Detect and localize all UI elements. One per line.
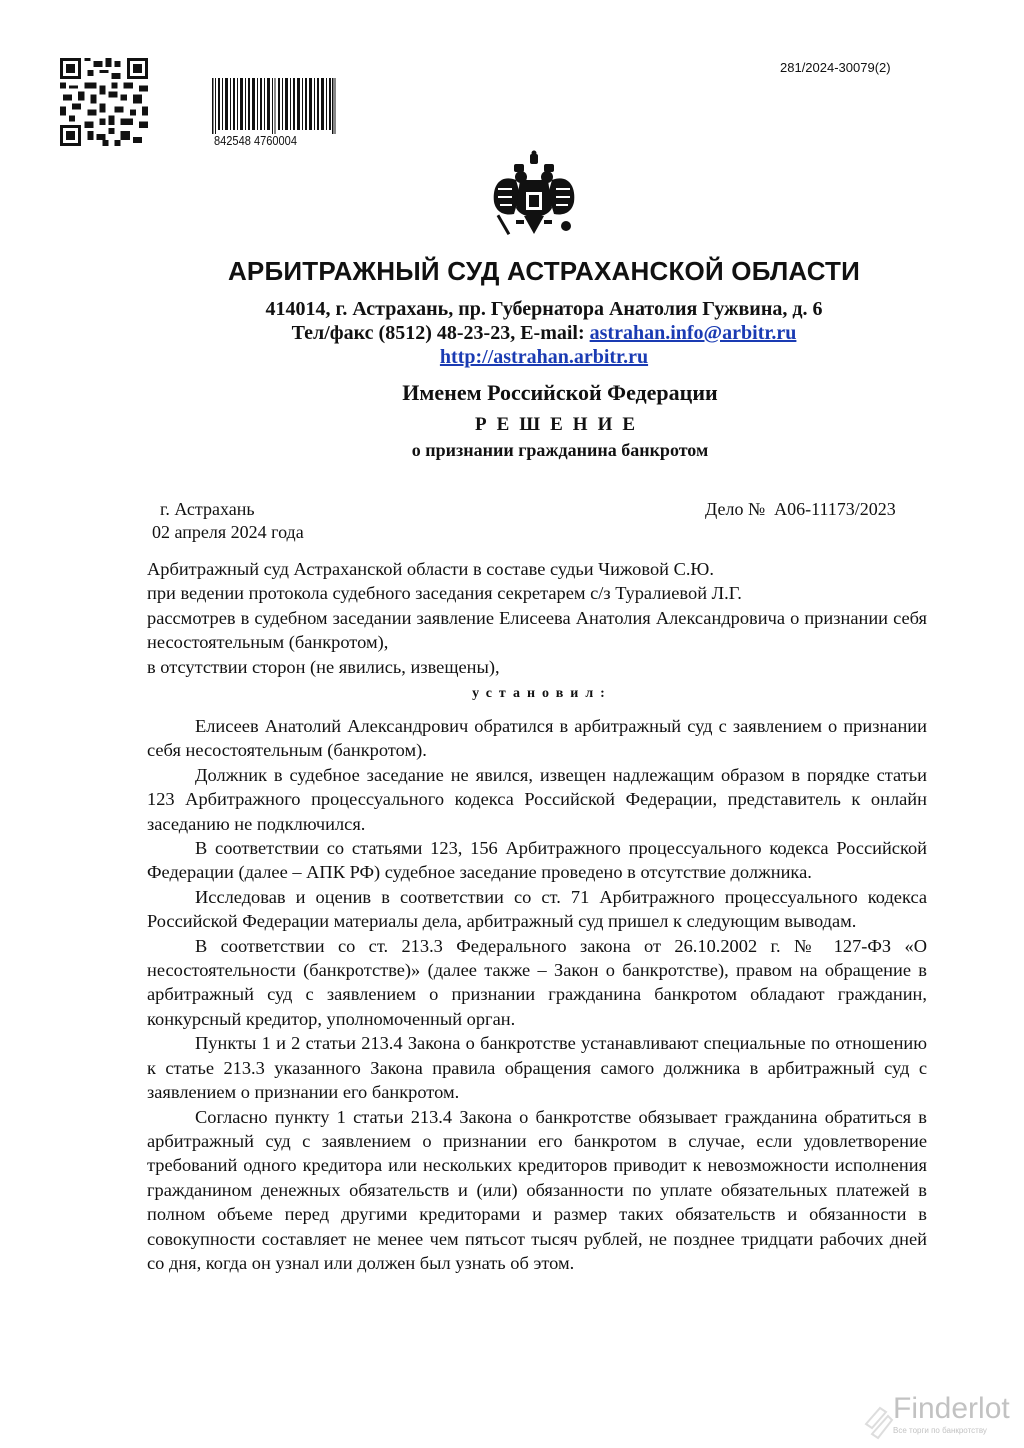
body-paragraph: Исследовав и оценив в соответствии со ст. 71 Арбитражного процессуального кодекса Российской Федерации материалы дела, арбитражный суд пришел к следующим выводам.	[147, 886, 927, 932]
body-paragraph: Согласно пункту 1 статьи 213.4 Закона о банкротстве обязывает гражданина обратиться в арбитражный суд с заявлением о признании его банкротом в случае, если удовлетворение требований одного кредитора или нескольких кредиторов приводит к невозможности исполнения гражданином денежных обязательств и (или) обязанности по уплате обязательных платежей в полном объеме перед другими кредиторами и размер таких обязательств и обязанности в совокупности составляет не менее чем пятьсот тысяч рублей, не позднее тридцати рабочих дней со дня, когда он узнал или должен был узнать об этом.	[147, 1106, 927, 1273]
barcode-icon	[212, 78, 336, 134]
coat-of-arms-icon	[486, 150, 582, 246]
body-paragraph: В соответствии со ст. 213.3 Федерального закона от 26.10.2002 г. № 127-ФЗ «О несостоятельности (банкротстве)» (далее также – Закон о банкротстве), правом на обращение в арбитражный суд с заявлением о признании гражданина банкротом обладают гражданин, конкурсный кредитор, уполномоченный орган.	[147, 935, 927, 1029]
established-heading: установил:	[472, 686, 612, 701]
contacts-text: Тел/факс (8512) 48-23-23, E-mail:	[291, 322, 590, 344]
case-date: 02 апреля 2024 года	[152, 522, 304, 542]
body-paragraph: Пункты 1 и 2 статьи 213.4 Закона о банкротстве устанавливают специальные по отношению к статье 213.3 указанного Закона правила обращения самого должника в арбитражный суд с заявлением о признании его банкротом.	[147, 1033, 927, 1103]
intro-line: при ведении протокола судебного заседания секретарем с/з Туралиевой Л.Г.	[147, 583, 742, 604]
court-address: 414014, г. Астрахань, пр. Губернатора Анатолия Гужвина, д. 6	[265, 298, 823, 320]
intro-line: Арбитражный суд Астраханской области в составе судьи Чижовой С.Ю.	[147, 559, 714, 579]
intro-line: в отсутствии сторон (не явились, извещены),	[147, 656, 500, 677]
court-contacts	[32, 322, 1024, 345]
body-paragraph: Елисеев Анатолий Александрович обратился в арбитражный суд с заявлением о признании себя несостоятельным (банкротом).	[147, 716, 927, 761]
decision-body	[147, 714, 927, 1275]
watermark-brand: Finderlot	[893, 1392, 1010, 1425]
court-title: АРБИТРАЖНЫЙ СУД АСТРАХАНСКОЙ ОБЛАСТИ	[227, 256, 861, 286]
website-link[interactable]: http://astrahan.arbitr.ru	[439, 346, 649, 368]
body-paragraph: Должник в судебное заседание не явился, извещен надлежащим образом в порядке статьи 123 Арбитражного процессуального кодекса Российской Федерации, представитель к онлайн заседанию не подключился.	[147, 764, 927, 834]
decision-subtitle: о признании гражданина банкротом	[411, 440, 709, 460]
body-paragraph: В соответствии со статьями 123, 156 Арбитражного процессуального кодекса Российской Федерации (далее – АПК РФ) судебное заседание проведено в отсутствие должника.	[147, 838, 927, 883]
case-number: Дело № А06-11173/2023	[705, 499, 896, 519]
watermark-tagline: Все торги по банкротству	[893, 1426, 987, 1435]
document-reference: 281/2024-30079(2)	[780, 60, 891, 75]
decision-title: РЕШЕНИЕ	[474, 414, 646, 435]
qr-code-icon	[60, 58, 148, 146]
barcode-number: 842548 4760004	[214, 133, 297, 148]
intro-line: рассмотрев в судебном заседании заявление Елисеева Анатолия Александровича о признании себя несостоятельным (банкротом),	[147, 607, 927, 653]
intro-block	[147, 557, 927, 679]
court-website-line	[32, 346, 1024, 369]
case-city: г. Астрахань	[160, 499, 255, 519]
in-name-of-federation: Именем Российской Федерации	[402, 380, 718, 405]
email-link[interactable]: astrahan.info@arbitr.ru	[589, 322, 797, 344]
